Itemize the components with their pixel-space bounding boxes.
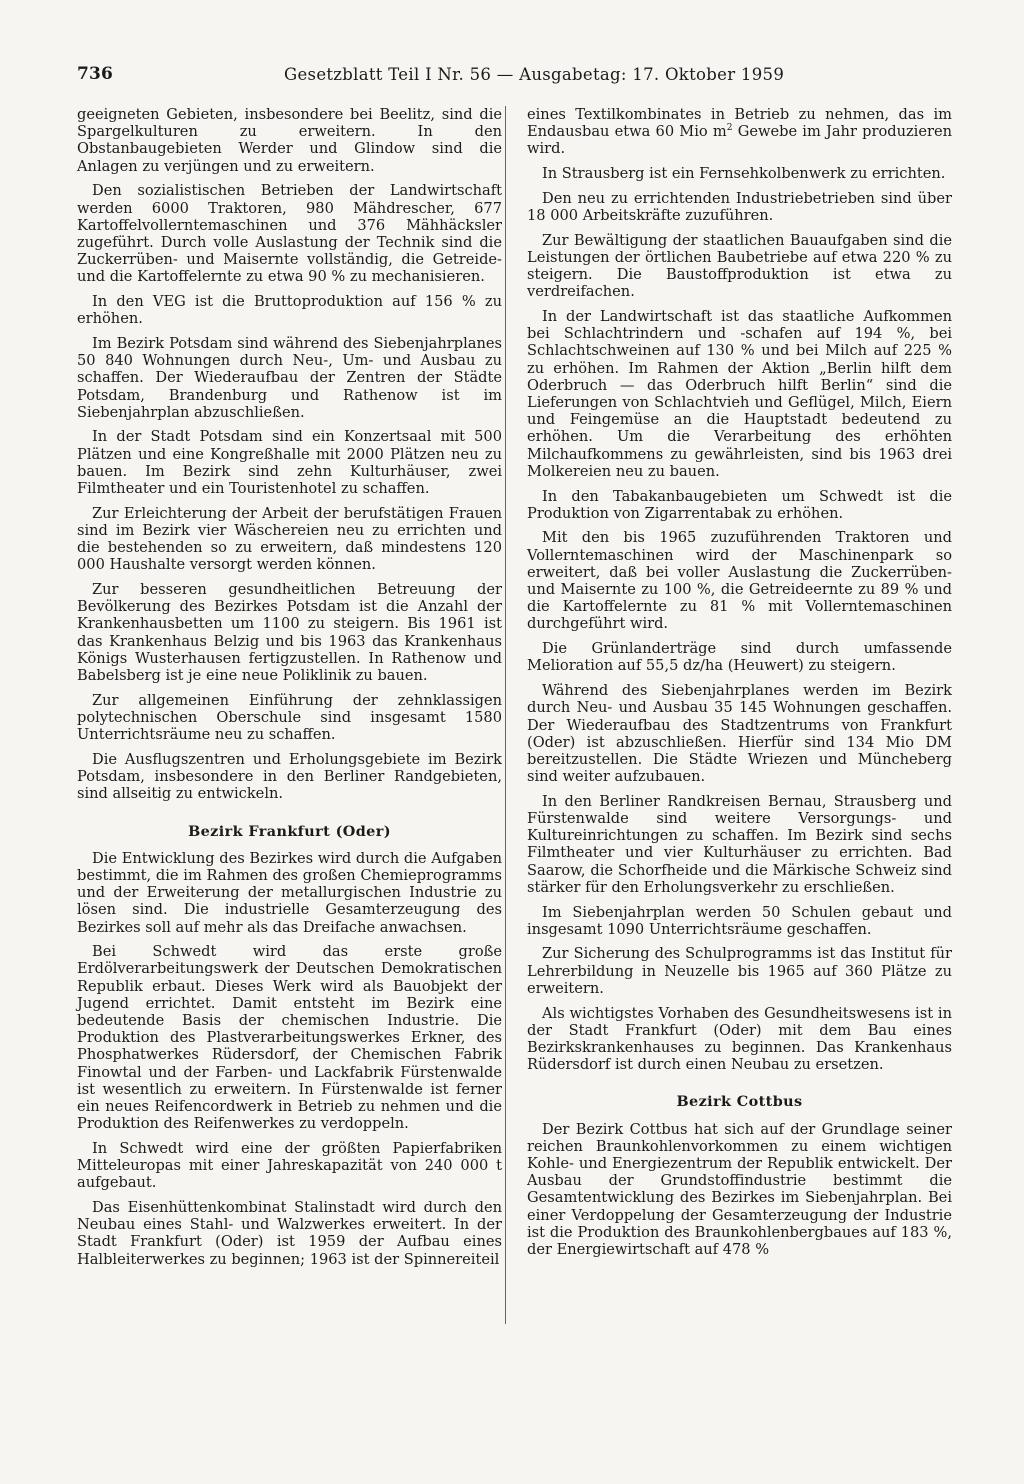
page-number: 736: [77, 64, 114, 84]
paragraph: Als wichtigstes Vorhaben des Gesundheitswesens ist in der Stadt Frankfurt (Oder) mit dem Bau eines Bezirkskrankenhauses zu beginnen. Das Krankenhaus Rüdersdorf ist durch einen Neubau zu ersetzen.: [527, 1004, 952, 1074]
paragraph: In den Tabakanbaugebieten um Schwedt ist die Produktion von Zigarrentabak zu erhöhen.: [527, 487, 952, 522]
paragraph: geeigneten Gebieten, insbesondere bei Beelitz, sind die Spargelkulturen zu erweitern. In den Obstanbaugebieten Werder und Glindow sind die Anlagen zu verjüngen und zu erweitern.: [77, 106, 502, 175]
paragraph: Bei Schwedt wird das erste große Erdölverarbeitungswerk der Deutschen Demokratischen Republik erbaut. Dieses Werk wird als Bauobjekt der Jugend errichtet. Damit entsteht im Bezirk eine bedeutende Basis der chemischen Industrie. Die Produktion des Plastverarbeitungswerkes Erkner, des Phosphatwerkes Rüdersdorf, der Chemischen Fabrik Finowtal und der Farben- und Lackfabrik Fürstenwalde ist wesentlich zu erweitern. In Fürstenwalde ist ferner ein neues Reifencordwerk in Betrieb zu nehmen und die Produktion des Reifenwerkes zu verdoppeln.: [77, 943, 502, 1133]
paragraph: Das Eisenhüttenkombinat Stalinstadt wird durch den Neubau eines Stahl- und Walzwerkes erweitert. In der Stadt Frankfurt (Oder) ist 1959 der Aufbau eines Halbleiterwerkes zu beginnen; 1963 ist der Spinnereiteil: [77, 1199, 502, 1268]
paragraph: In Schwedt wird eine der größten Papierfabriken Mitteleuropas mit einer Jahreskapazität von 240 000 t aufgebaut.: [77, 1139, 502, 1192]
paragraph: Den sozialistischen Betrieben der Landwirtschaft werden 6000 Traktoren, 980 Mähdrescher, 677 Kartoffelvollerntemaschinen und 376 Mähhäcksler zugeführt. Durch volle Auslastung der Technik sind die Zuckerrüben- und Maisernte vollständig, die Getreide- und die Kartoffelernte zu etwa 90 % zu mechanisieren.: [77, 182, 502, 286]
paragraph: In Strausberg ist ein Fernsehkolbenwerk zu errichten.: [542, 165, 946, 183]
paragraph-text: Gewebe im Jahr produzieren wird.: [527, 123, 952, 158]
paragraph: Während des Siebenjahrplanes werden im Bezirk durch Neu- und Ausbau 35 145 Wohnungen geschaffen. Der Wiederaufbau des Stadtzentrums von Frankfurt (Oder) ist abzuschließen. Hierfür sind 134 Mio DM bereitzustellen. Die Städte Wriezen und Müncheberg sind weiter aufzubauen.: [527, 682, 952, 786]
paragraph: Die Grünlanderträge sind durch umfassende Melioration auf 55,5 dz/ha (Heuwert) zu steigern.: [527, 640, 952, 675]
paragraph: In den VEG ist die Bruttoproduktion auf 156 % zu erhöhen.: [77, 293, 502, 328]
right-column: [527, 106, 952, 1266]
paragraph-text: eines Textilkombinates in Betrieb zu nehmen, das im Endausbau etwa 60 Mio m: [527, 106, 952, 141]
paragraph: Der Bezirk Cottbus hat sich auf der Grundlage seiner reichen Braunkohlenvorkommen zu einem wichtigen Kohle- und Energiezentrum der Republik entwickelt. Der Ausbau der Grundstoffindustrie bestimmt die Gesamtentwicklung des Bezirkes im Siebenjahrplan. Bei einer Verdoppelung der Gesamterzeugung der Industrie ist die Produktion des Braunkohlenbergbaues auf 183 %, der Energiewirtschaft auf 478 %: [527, 1120, 952, 1258]
paragraph: Zur Erleichterung der Arbeit der berufstätigen Frauen sind im Bezirk vier Wäschereien neu zu errichten und die bestehenden so zu erweitern, daß mindestens 120 000 Haushalte versorgt werden können.: [77, 504, 502, 574]
paragraph: Die Entwicklung des Bezirkes wird durch die Aufgaben bestimmt, die im Rahmen des großen Chemieprogramms und der Erweiterung der metallurgischen Industrie zu lösen sind. Die industrielle Gesamterzeugung des Bezirkes soll auf mehr als das Dreifache anwachsen.: [77, 849, 502, 936]
paragraph: In der Landwirtschaft ist das staatliche Aufkommen bei Schlachtrindern und -schafen auf 194 %, bei Schlachtschweinen auf 130 % und bei Milch auf 225 % zu erhöhen. Im Rahmen der Aktion „Berlin hilft dem Oderbruch — das Oderbruch hilft Berlin“ sind die Lieferungen von Schlachtvieh und Geflügel, Milch, Eiern und Feingemüse an die Hauptstadt bedeutend zu erhöhen. Um die Verarbeitung des erhöhten Milchaufkommens zu gewährleisten, sind bis 1963 drei Molkereien neu zu bauen.: [527, 308, 952, 480]
page-header: [77, 64, 957, 88]
paragraph: Im Bezirk Potsdam sind während des Siebenjahrplanes 50 840 Wohnungen durch Neu-, Um- und Ausbau zu schaffen. Der Wiederaufbau der Zentren der Städte Potsdam, Brandenburg und Rathenow ist im Siebenjahrplan abzuschließen.: [77, 334, 502, 421]
superscript: 2: [726, 123, 733, 134]
paragraph: Zur besseren gesundheitlichen Betreuung der Bevölkerung des Bezirkes Potsdam ist die Anzahl der Krankenhausbetten um 1100 zu steigern. Bis 1961 ist das Krankenhaus Belzig und bis 1963 das Krankenhaus Königs Wusterhausen fertigzustellen. In Rathenow und Babelsberg ist je eine neue Poliklinik zu bauen.: [77, 581, 502, 685]
running-head: Gesetzblatt Teil I Nr. 56 — Ausgabetag: 17. Oktober 1959: [284, 65, 785, 84]
paragraph: Zur Bewältigung der staatlichen Bauaufgaben sind die Leistungen der örtlichen Baubetriebe auf etwa 220 % zu steigern. Die Baustoffproduktion ist etwa zu verdreifachen.: [527, 231, 952, 301]
paragraph: In der Stadt Potsdam sind ein Konzertsaal mit 500 Plätzen und eine Kongreßhalle mit 2000 Plätzen neu zu bauen. Im Bezirk sind zehn Kulturhäuser, zwei Filmtheater und ein Touristenhotel zu schaffen.: [77, 428, 502, 498]
paragraph: Im Siebenjahrplan werden 50 Schulen gebaut und insgesamt 1090 Unterrichtsräume geschaffen.: [527, 903, 952, 938]
paragraph: Die Ausflugszentren und Erholungsgebiete im Bezirk Potsdam, insbesondere in den Berliner Randgebieten, sind allseitig zu entwickeln.: [77, 750, 502, 803]
section-heading-frankfurt: Bezirk Frankfurt (Oder): [188, 822, 391, 840]
paragraph: Zur Sicherung des Schulprogramms ist das Institut für Lehrerbildung in Neuzelle bis 1965 auf 360 Plätze zu erweitern.: [527, 945, 952, 997]
column-divider: [505, 106, 506, 1324]
paragraph: [527, 106, 952, 158]
paragraph: Den neu zu errichtenden Industriebetrieben sind über 18 000 Arbeitskräfte zuzuführen.: [527, 189, 952, 225]
section-heading-cottbus: Bezirk Cottbus: [676, 1093, 803, 1111]
left-column: [77, 106, 502, 1275]
paragraph: Zur allgemeinen Einführung der zehnklassigen polytechnischen Oberschule sind insgesamt 1580 Unterrichtsräume neu zu schaffen.: [77, 691, 502, 744]
paragraph: In den Berliner Randkreisen Bernau, Strausberg und Fürstenwalde sind weitere Versorgungs- und Kultureinrichtungen zu schaffen. Im Bezirk sind sechs Filmtheater und vier Kulturhäuser zu errichten. Bad Saarow, die Schorfheide und die Märkische Schweiz sind stärker für den Erholungsverkehr zu erschließen.: [527, 792, 952, 896]
paragraph: Mit den bis 1965 zuzuführenden Traktoren und Vollerntemaschinen wird der Maschinenpark so erweitert, daß bei voller Auslastung die Zuckerrüben- und Maisernte zu 100 %, die Getreideernte zu 89 % und die Kartoffelernte zu 81 % mit Vollerntemaschinen durchgeführt wird.: [527, 529, 952, 633]
